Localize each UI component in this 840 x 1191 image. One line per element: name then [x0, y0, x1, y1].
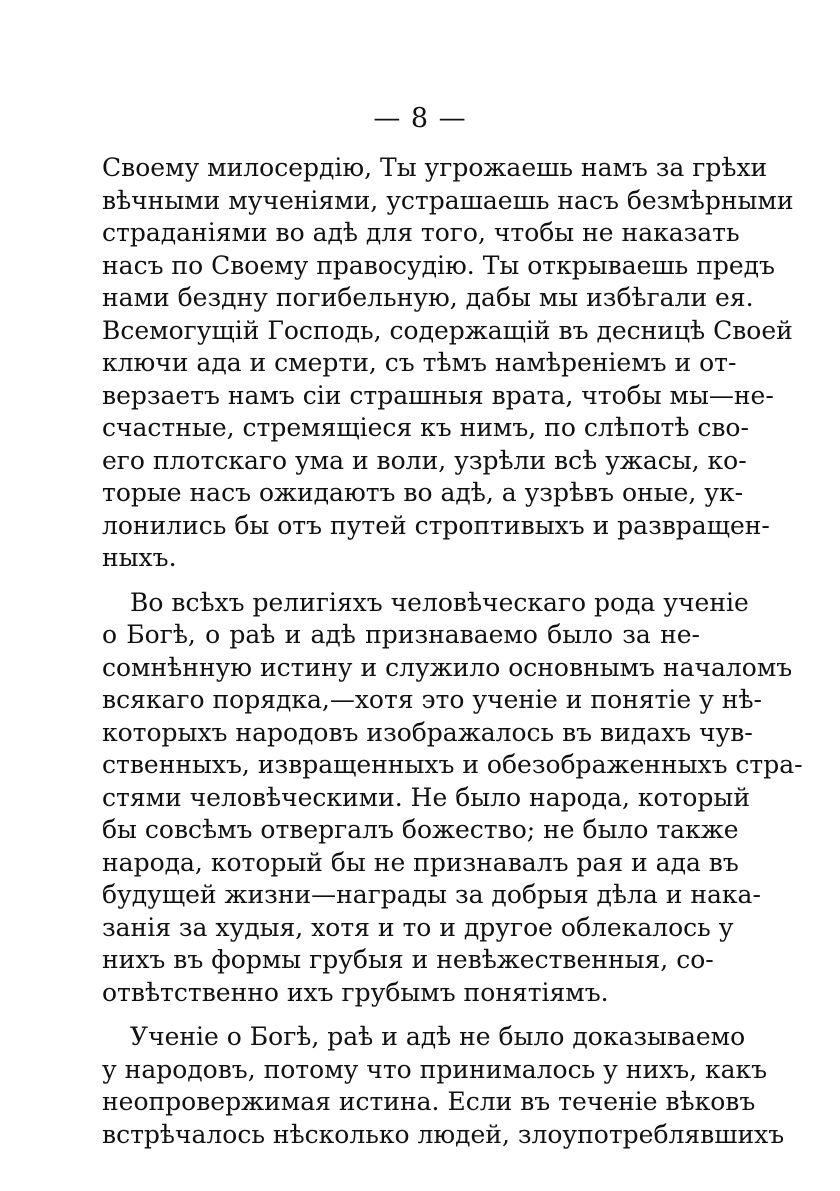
- text-line: его плотскаго ума и воли, узрѣли всѣ ужасы, ко-: [102, 445, 747, 475]
- text-line: счастные, стремящіеся къ нимъ, по слѣпотѣ сво-: [102, 413, 749, 442]
- text-line: народа, который бы не признавалъ рая и ада въ: [102, 847, 739, 877]
- text-line: Всемогущій Господь, содержащій въ десницѣ Своей: [102, 315, 793, 345]
- text-line: Ученіе о Богѣ, раѣ и адѣ не было доказываемо: [130, 1022, 746, 1051]
- paragraph-gap: [102, 575, 700, 587]
- text-line: Во всѣхъ религіяхъ человѣческаго рода ученіе: [130, 587, 749, 617]
- text-line: вѣчными мученіями, устрашаешь насъ безмѣрными: [102, 185, 794, 215]
- paragraph-3: [102, 1021, 785, 1151]
- text-line: Своему милосердію, Ты угрожаешь намъ за грѣхи: [102, 153, 768, 182]
- text-line: о Богѣ, о раѣ и адѣ признаваемо было за не-: [102, 620, 700, 649]
- text-line: верзаетъ намъ сіи страшныя врата, чтобы мы—не-: [102, 380, 774, 410]
- text-line: всякаго порядка,—хотя это ученіе и понятіе у нѣ-: [102, 685, 762, 714]
- text-line: ственныхъ, извращенныхъ и обезображенныхъ стра-: [102, 750, 803, 779]
- text-line: нами бездну погибельную, дабы мы избѣгали ея.: [102, 283, 754, 312]
- text-line: страданіями во адѣ для того, чтобы не наказать: [102, 218, 740, 247]
- text-line: насъ по Своему правосудію. Ты открываешь предъ: [102, 250, 775, 280]
- text-line: которыхъ народовъ изображалось въ видахъ чув-: [102, 717, 753, 747]
- text-line: ключи ада и смерти, съ тѣмъ намѣреніемъ и от-: [102, 348, 737, 377]
- page-number: — 8 —: [373, 103, 467, 134]
- text-line: отвѣтственно ихъ грубымъ понятіямъ.: [102, 977, 609, 1007]
- text-line: нихъ въ формы грубыя и невѣжественныя, со-: [102, 945, 714, 974]
- paragraph-gap: [102, 1009, 700, 1021]
- text-line: ныхъ.: [102, 543, 177, 572]
- text-line: лонились бы отъ путей строптивыхъ и развращен-: [102, 510, 770, 540]
- text-line: у народовъ, потому что принималось у нихъ, какъ: [102, 1054, 768, 1084]
- text-line: встрѣчалось нѣсколько людей, злоупотреблявшихъ: [102, 1119, 785, 1149]
- paragraph-2: [102, 587, 803, 1010]
- text-line: сомнѣнную истину и служило основнымъ началомъ: [102, 652, 793, 682]
- text-line: будущей жизни—награды за добрыя дѣла и нака-: [102, 880, 761, 909]
- text-line: занія за худыя, хотя и то и другое облекалось у: [102, 912, 734, 942]
- text-line: торые насъ ожидаютъ во адѣ, а узрѣвъ оные, ук-: [102, 478, 744, 507]
- text-line: стями человѣческими. Не было народа, который: [102, 782, 750, 812]
- body-text: [102, 152, 803, 1151]
- paragraph-1: [102, 152, 794, 575]
- text-line: неопровержимая истина. Если въ теченіе вѣковъ: [102, 1087, 756, 1116]
- text-line: бы совсѣмъ отвергалъ божество; не было также: [102, 815, 739, 844]
